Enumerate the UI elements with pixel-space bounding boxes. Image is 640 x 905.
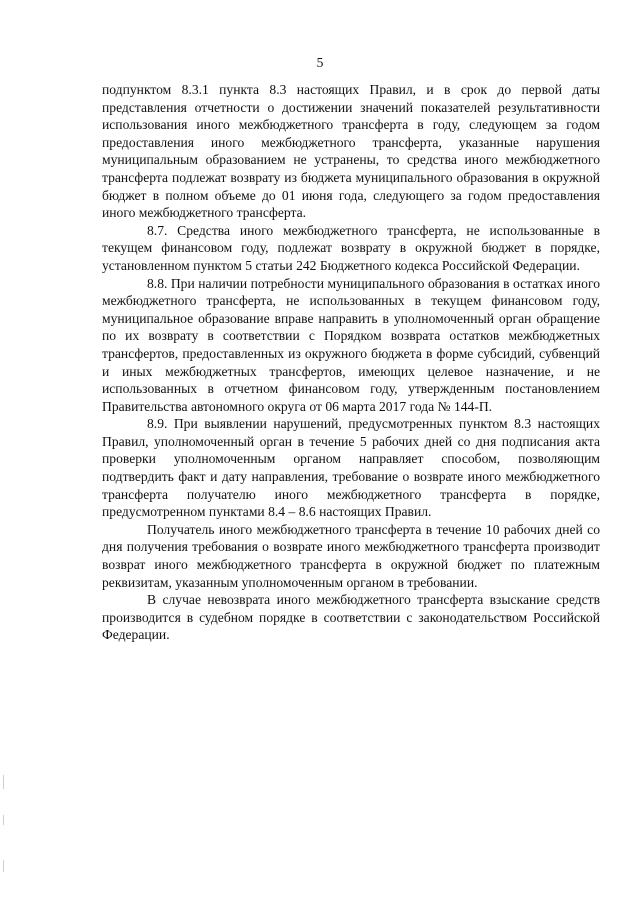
document-body (102, 81, 600, 644)
scan-edge-mark (3, 775, 4, 789)
paragraph-8-9: 8.9. При выявлении нарушений, предусмотренных пунктом 8.3 настоящих Правил, уполномоченный орган в течение 5 рабочих дней со дня подписания акта проверки уполномоченным органом направляет способом, позволяющим подтвердить факт и дату направления, требование о возврате иного межбюджетного трансферта получателю иного межбюджетного трансферта в порядке, предусмотренном пунктами 8.4 – 8.6 настоящих Правил. (102, 416, 600, 520)
paragraph-court-recovery: В случае невозврата иного межбюджетного трансферта взыскание средств производится в судебном порядке в соответствии с законодательством Российской Федерации. (102, 592, 600, 643)
paragraph-continuation: подпунктом 8.3.1 пункта 8.3 настоящих Правил, и в срок до первой даты представления отчетности о достижении значений показателей результативности использования иного межбюджетного трансферта в году, следующем за годом предоставления иного межбюджетного трансферта, указанные нарушения муниципальным образованием не устранены, то средства иного межбюджетного трансферта подлежат возврату из бюджета муниципального образования в окружной бюджет в полном объеме до 01 июня года, следующего за годом предоставления иного межбюджетного трансферта. (102, 82, 600, 221)
scan-edge-mark (3, 815, 4, 825)
paragraph-8-7: 8.7. Средства иного межбюджетного трансферта, не использованные в текущем финансовом году, подлежат возврату в окружной бюджет в порядке, установленном пунктом 5 статьи 242 Бюджетного кодекса Российской Федерации. (102, 222, 600, 273)
paragraph-8-8: 8.8. При наличии потребности муниципального образования в остатках иного межбюджетного трансферта, не использованных в текущем финансовом году, муниципальное образование вправе направить в уполномоченный орган обращение по их возврату в соответствии с Порядком возврата остатков межбюджетных трансфертов, предоставленных из окружного бюджета в форме субсидий, субвенций и иных межбюджетных трансфертов, имеющих целевое назначение, и не использованных в отчетном финансовом году, утвержденным постановлением Правительства автономного округа от 06 марта 2017 года № 144-П. (102, 275, 600, 414)
scan-edge-mark (3, 860, 4, 872)
paragraph-recipient-return: Получатель иного межбюджетного трансферта в течение 10 рабочих дней со дня получения требования о возврате иного межбюджетного трансферта производит возврат иного межбюджетного трансферта в окружной бюджет по платежным реквизитам, указанным уполномоченным органом в требовании. (102, 521, 600, 590)
page-number: 5 (316, 55, 324, 70)
